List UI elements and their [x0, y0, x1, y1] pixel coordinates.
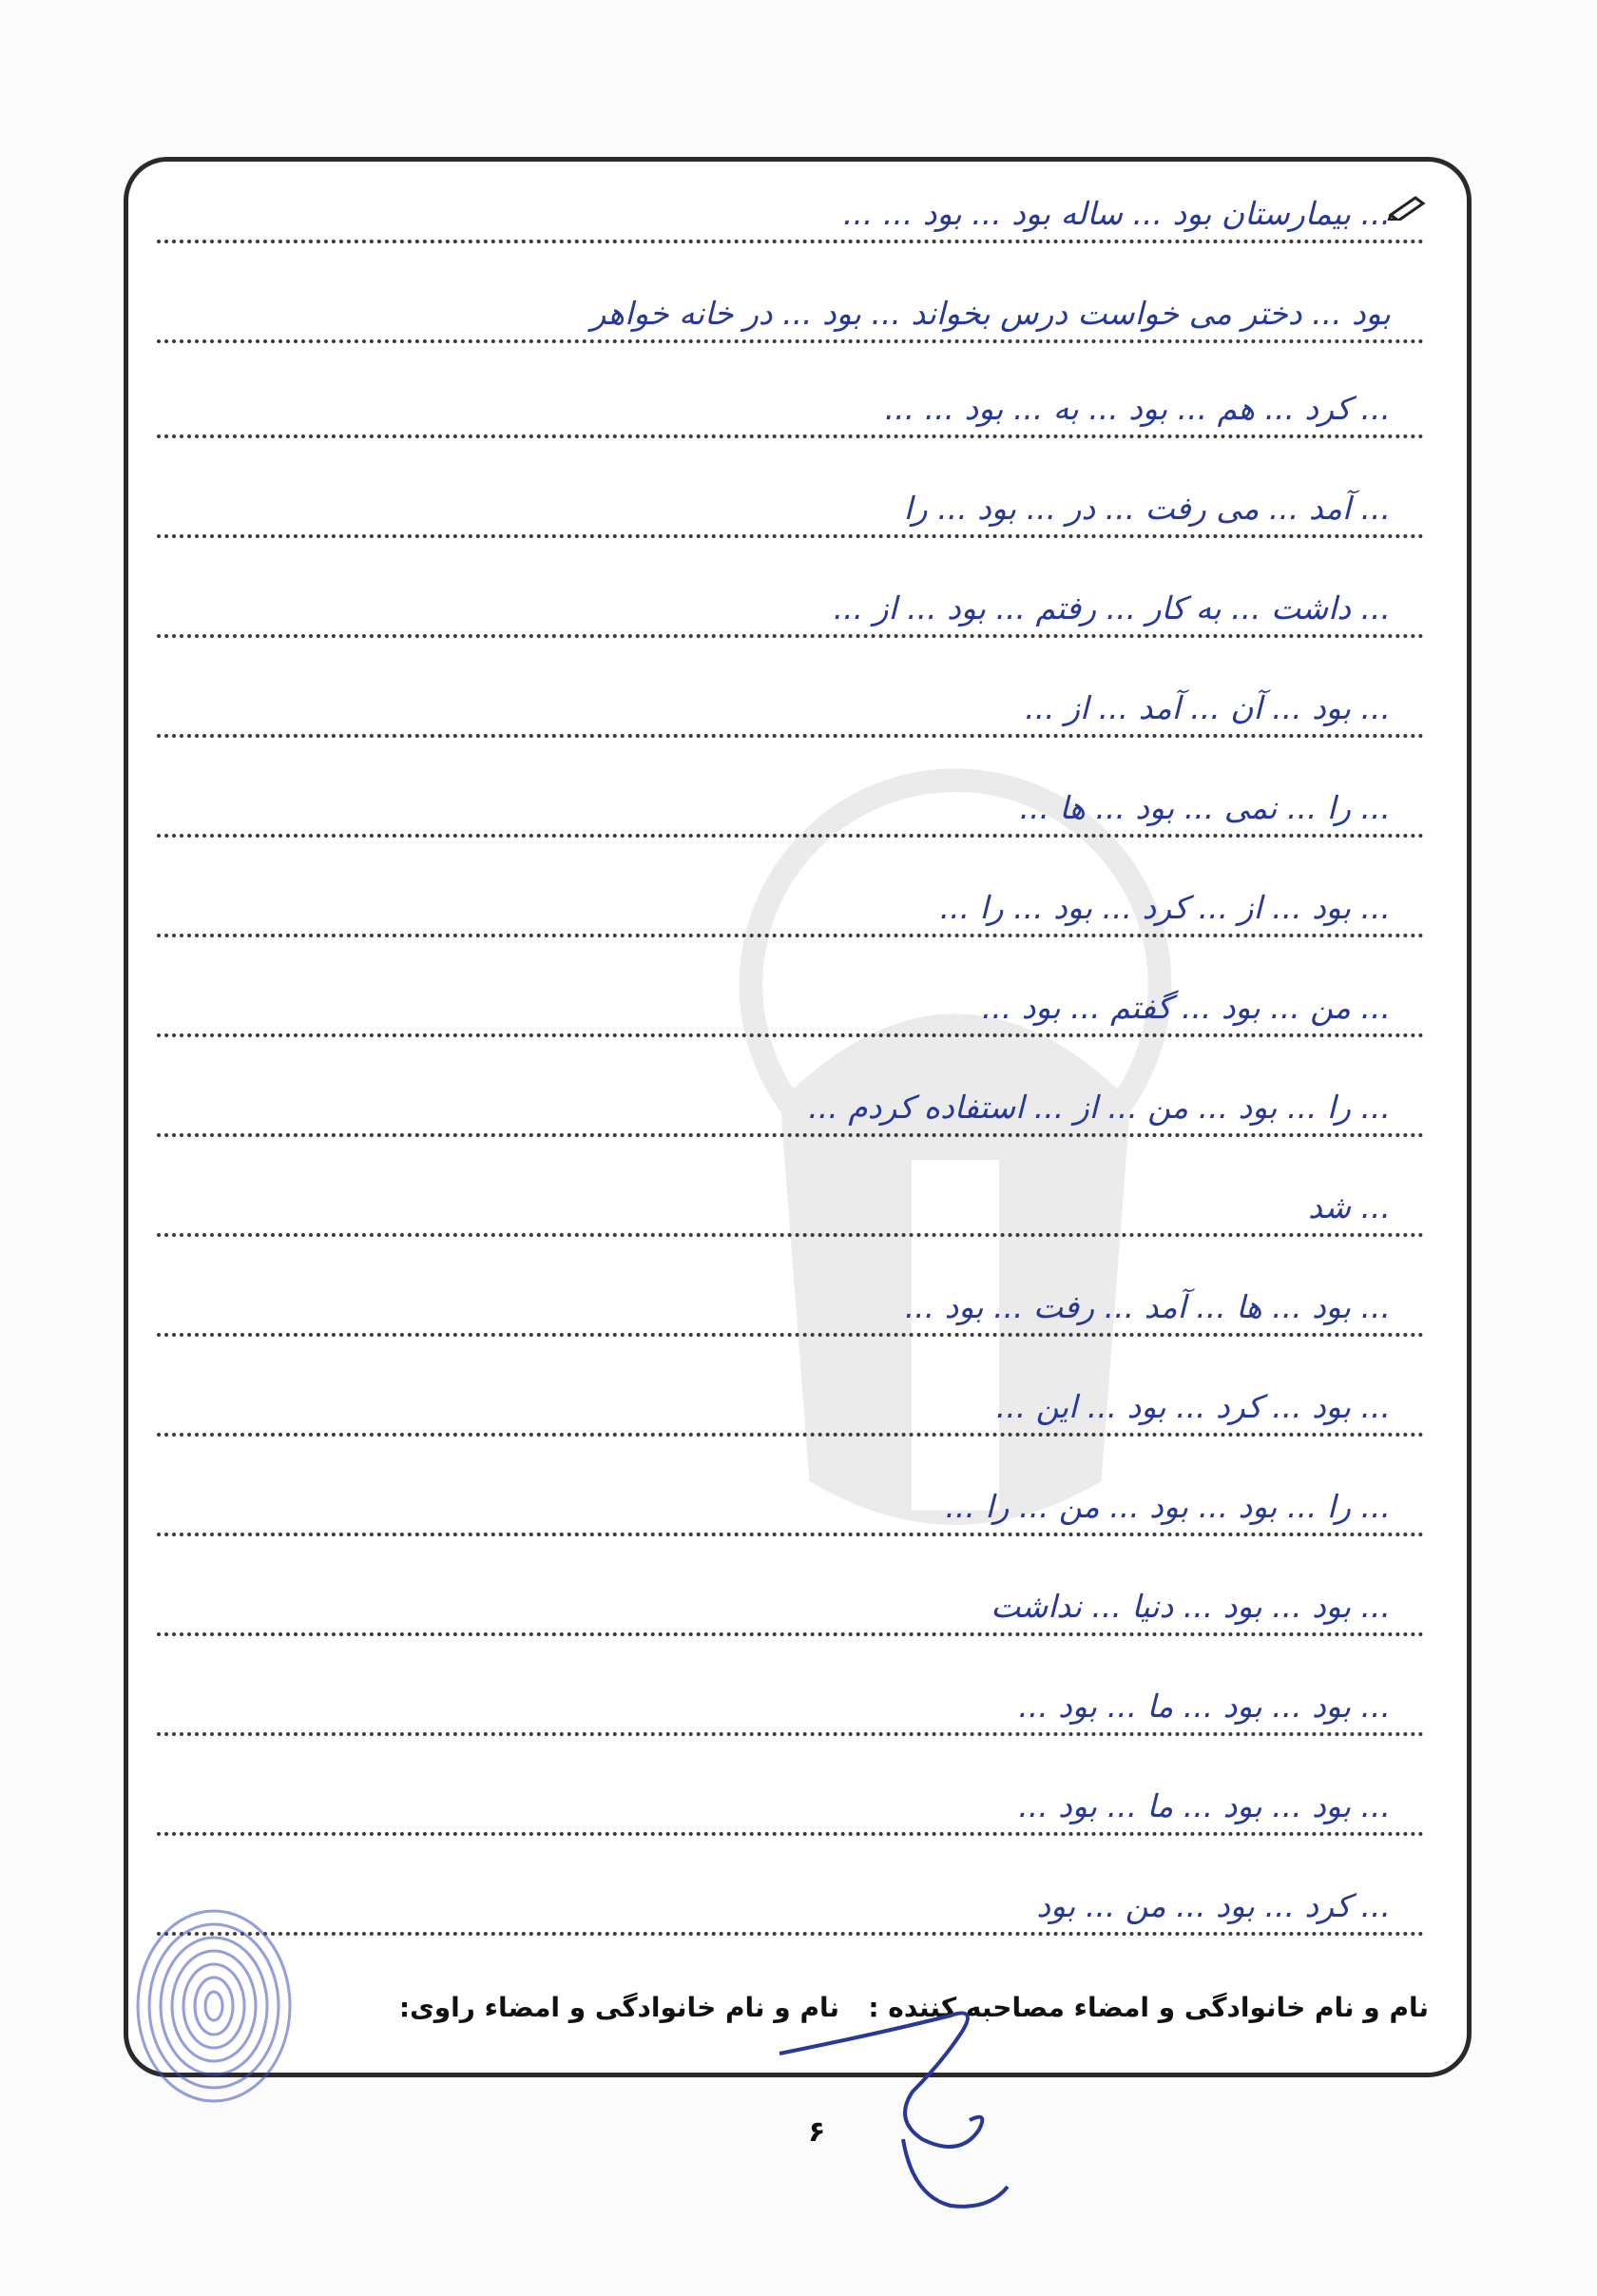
fingerprint-icon — [128, 1901, 299, 2120]
handwritten-line: ... را ... بود ... بود ... من ... را ... — [945, 1488, 1391, 1525]
ruled-line — [157, 534, 1424, 538]
handwritten-line: ... را ... بود ... من ... از ... استفاده کردم ... — [808, 1089, 1391, 1126]
handwritten-line: ... بود ... آن ... آمد ... از ... — [1025, 689, 1391, 726]
ruled-line — [157, 339, 1424, 343]
ruled-line — [157, 1832, 1424, 1836]
ruled-line — [157, 434, 1424, 438]
interviewer-signature-label: نام و نام خانوادگی و امضاء مصاحبه کننده : — [868, 1992, 1429, 2023]
ruled-line — [157, 1632, 1424, 1636]
handwritten-line: ... بود ... از ... کرد ... بود ... را ... — [939, 889, 1391, 926]
handwritten-line: ... بیمارستان بود ... ساله بود ... بود ... ... — [842, 195, 1391, 232]
handwritten-line: ... بود ... کرد ... بود ... این ... — [995, 1388, 1391, 1425]
handwritten-line: ... بود ... بود ... ما ... بود ... — [1018, 1787, 1391, 1824]
ruled-line — [157, 1533, 1424, 1536]
handwritten-line: ... را ... نمی ... بود ... ها ... — [1019, 789, 1391, 826]
handwritten-line: بود ... دختر می خواست درس بخواند ... بود ... در خانه خواهر — [590, 295, 1391, 332]
handwritten-line: ... بود ... بود ... دنیا ... نداشت — [991, 1588, 1391, 1625]
handwritten-line: ... آمد ... می رفت ... در ... بود ... را — [903, 490, 1391, 527]
handwritten-line: ... من ... بود ... گفتم ... بود ... — [981, 989, 1391, 1026]
ruled-line — [157, 1233, 1424, 1237]
handwritten-line: ... کرد ... هم ... بود ... به ... بود ... ... — [884, 390, 1391, 427]
ruled-line — [157, 634, 1424, 638]
ruled-frame — [124, 157, 1472, 2077]
narrator-signature-label: نام و نام خانوادگی و امضاء راوی: — [398, 1992, 839, 2023]
page-number: ۶ — [808, 2115, 826, 2149]
ruled-line — [157, 1433, 1424, 1437]
ruled-line — [157, 240, 1424, 243]
ruled-line — [157, 1033, 1424, 1037]
ruled-line — [157, 1133, 1424, 1137]
handwritten-line: ... بود ... ها ... آمد ... رفت ... بود ... — [904, 1288, 1391, 1325]
organization-logo-watermark — [661, 751, 1250, 1569]
signature-mark — [760, 1978, 1103, 2225]
ruled-line — [157, 734, 1424, 738]
ruled-line — [157, 1732, 1424, 1736]
ruled-line — [157, 1333, 1424, 1337]
handwritten-line: ... شد — [1308, 1188, 1391, 1225]
pen-icon — [1387, 192, 1429, 221]
handwritten-line: ... کرد ... بود ... من ... بود — [1036, 1887, 1391, 1924]
ruled-line — [157, 1932, 1424, 1936]
ruled-line — [157, 934, 1424, 937]
handwritten-line: ... بود ... بود ... ما ... بود ... — [1018, 1688, 1391, 1725]
ruled-line — [157, 834, 1424, 838]
handwritten-line: ... داشت ... به کار ... رفتم ... بود ... از ... — [833, 589, 1391, 627]
